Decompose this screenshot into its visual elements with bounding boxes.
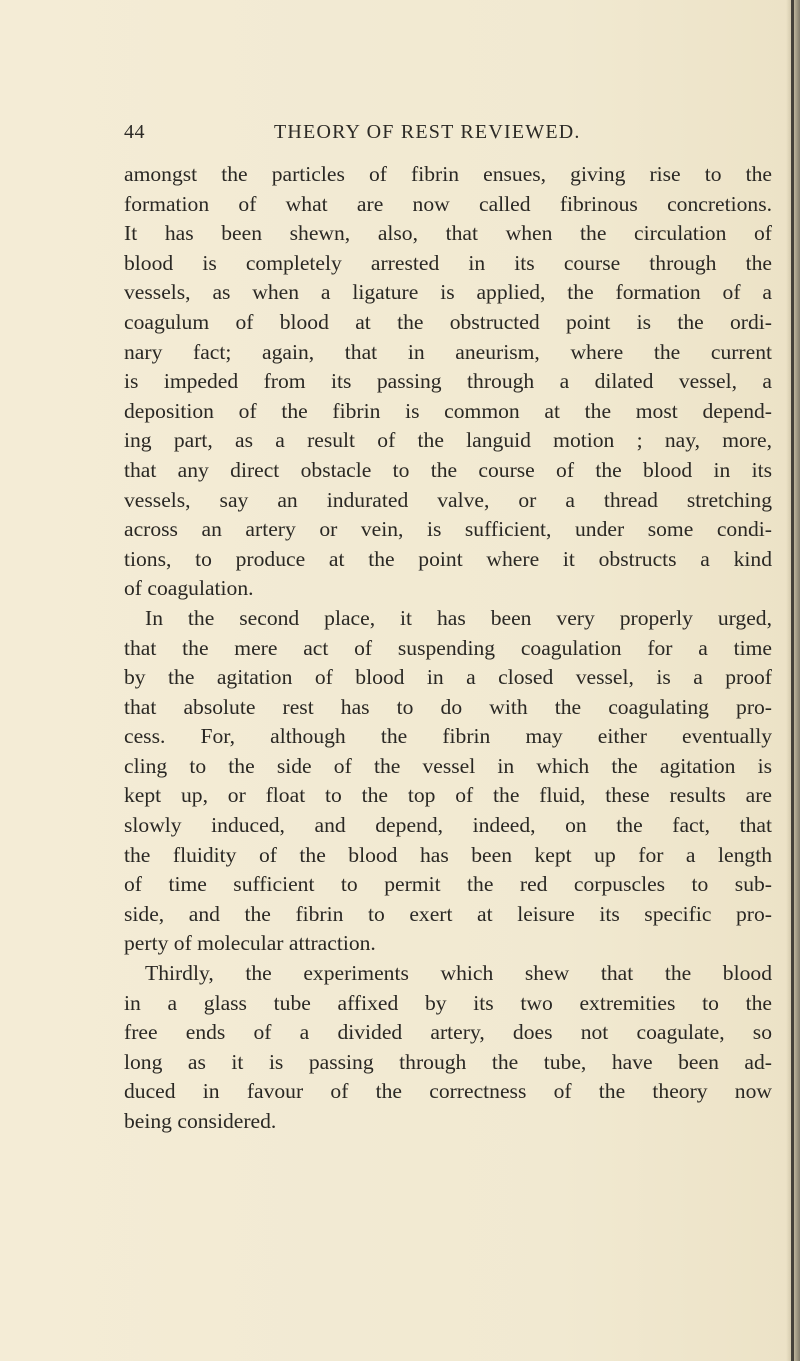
text-line: tions, to produce at the point where it obstructs a kind [124, 546, 772, 571]
text-line: being considered. [124, 1109, 277, 1133]
text-line: that absolute rest has to do with the coagulating pro- [124, 694, 772, 719]
text-line: of time sufficient to permit the red corpuscles to sub- [124, 872, 772, 897]
text-line: side, and the fibrin to exert at leisure its specific pro- [124, 901, 772, 926]
running-head: THEORY OF REST REVIEWED. [274, 121, 581, 143]
text-line: deposition of the fibrin is common at the most depend- [124, 398, 772, 423]
paragraph [124, 604, 772, 959]
text-line: of coagulation. [124, 576, 254, 601]
text-line: nary fact; again, that in aneurism, where the current [124, 339, 772, 364]
paragraph [124, 160, 772, 604]
text-line: blood is completely arrested in its course through the [124, 250, 772, 275]
text-line: that any direct obstacle to the course of the blood in its [124, 457, 772, 482]
page-edge-line [791, 0, 794, 1361]
text-line: cling to the side of the vessel in which the agitation is [124, 753, 772, 778]
paragraph [124, 959, 772, 1137]
text-line: is impeded from its passing through a dilated vessel, a [124, 369, 772, 394]
text-line: that the mere act of suspending coagulation for a time [124, 635, 772, 660]
text-line: vessels, say an indurated valve, or a thread stretching [124, 487, 772, 512]
text-line: ing part, as a result of the languid motion ; nay, more, [124, 428, 772, 453]
page-header [124, 121, 774, 151]
text-line: slowly induced, and depend, indeed, on the fact, that [124, 813, 772, 838]
text-line: the fluidity of the blood has been kept up for a length [124, 842, 772, 867]
text-line: perty of molecular attraction. [124, 931, 376, 956]
text-line: In the second place, it has been very properly urged, [145, 605, 772, 630]
body-text [124, 160, 772, 1137]
text-line: duced in favour of the correctness of the theory now [124, 1079, 772, 1104]
page-number: 44 [124, 121, 145, 143]
text-line: across an artery or vein, is sufficient, under some condi- [124, 517, 772, 542]
text-line: vessels, as when a ligature is applied, the formation of a [124, 280, 772, 305]
text-line: It has been shewn, also, that when the circulation of [124, 221, 772, 246]
text-line: Thirdly, the experiments which shew that the blood [145, 961, 772, 986]
text-line: by the agitation of blood in a closed vessel, is a proof [124, 665, 772, 690]
text-line: kept up, or float to the top of the fluid, these results are [124, 783, 772, 808]
text-line: in a glass tube affixed by its two extremities to the [124, 990, 772, 1015]
text-line: amongst the particles of fibrin ensues, giving rise to the [124, 162, 772, 186]
text-line: free ends of a divided artery, does not coagulate, so [124, 1020, 772, 1045]
text-line: cess. For, although the fibrin may either eventually [124, 724, 772, 749]
text-line: coagulum of blood at the obstructed point is the ordi- [124, 309, 772, 334]
text-line: formation of what are now called fibrinous concretions. [124, 191, 772, 216]
text-line: long as it is passing through the tube, have been ad- [124, 1049, 772, 1074]
